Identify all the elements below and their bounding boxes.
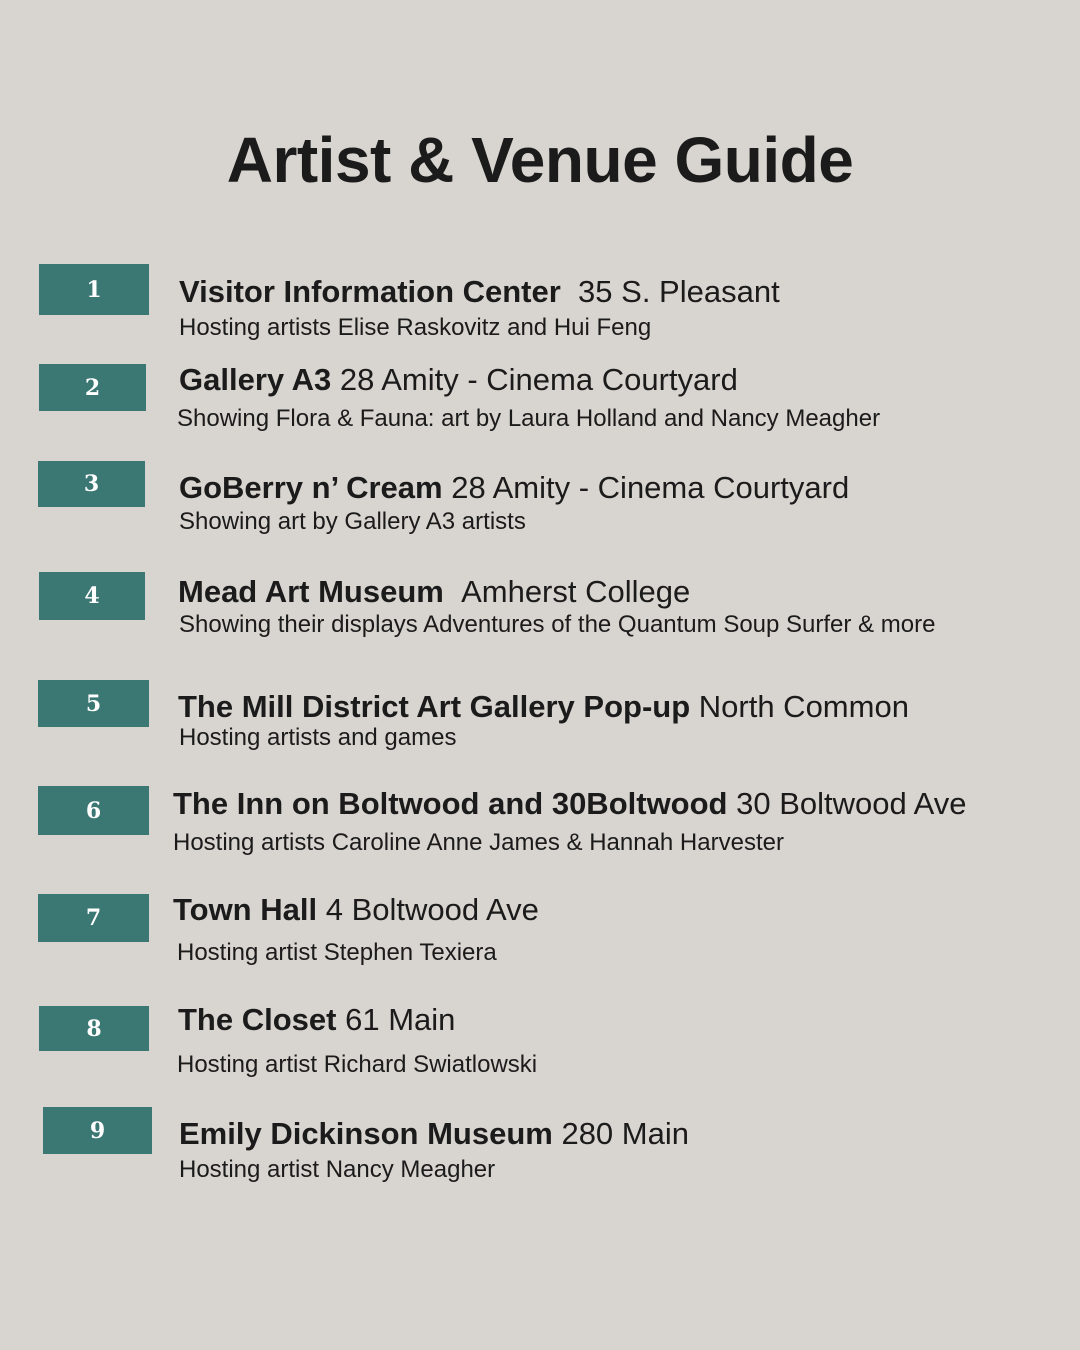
venue-number-badge: 6 [38,786,149,835]
venue-name: The Mill District Art Gallery Pop-up [178,689,691,724]
venue-heading [179,472,849,503]
page-title: Artist & Venue Guide [226,124,854,196]
venue-address: 4 Boltwood Ave [325,892,539,927]
venue-name: GoBerry n’ Cream [179,470,443,505]
venue-heading [178,1004,455,1035]
venue-number-badge: 5 [38,680,149,727]
venue-heading [179,276,780,307]
venue-address: 35 S. Pleasant [578,274,780,309]
venue-description: Hosting artists Elise Raskovitz and Hui Feng [179,314,652,341]
venue-number-badge: 7 [38,894,149,942]
venue-address: 28 Amity - Cinema Courtyard [451,470,850,505]
venue-number-badge: 2 [39,364,146,411]
venue-description: Hosting artist Nancy Meagher [179,1156,496,1183]
venue-heading [178,576,690,607]
venue-address: 61 Main [345,1002,456,1037]
venue-description: Hosting artists and games [179,724,457,751]
venue-number-badge: 9 [43,1107,152,1154]
venue-heading [173,894,539,925]
venue-number-badge: 8 [39,1006,149,1051]
venue-address: North Common [698,689,909,724]
venue-name: Town Hall [173,892,318,927]
venue-number-badge: 4 [39,572,145,620]
venue-description: Hosting artist Richard Swiatlowski [177,1051,538,1078]
venue-name: Gallery A3 [179,362,332,397]
venue-address: Amherst College [461,574,691,609]
venue-name: Mead Art Museum [178,574,444,609]
venue-description: Hosting artists Caroline Anne James & Hannah Harvester [173,829,784,856]
venue-name: Visitor Information Center [179,274,561,309]
venue-name: The Inn on Boltwood and 30Boltwood [173,786,728,821]
venue-number-badge: 1 [39,264,149,315]
venue-description: Showing art by Gallery A3 artists [179,508,526,535]
venue-address: 28 Amity - Cinema Courtyard [339,362,738,397]
venue-address: 280 Main [561,1116,689,1151]
venue-name: Emily Dickinson Museum [179,1116,553,1151]
venue-description: Showing their displays Adventures of the Quantum Soup Surfer & more [179,611,936,638]
venue-number-badge: 3 [38,461,145,507]
venue-heading [179,364,738,395]
venue-heading [178,691,909,722]
venue-name: The Closet [178,1002,337,1037]
venue-description: Hosting artist Stephen Texiera [177,939,497,966]
venue-description: Showing Flora & Fauna: art by Laura Holland and Nancy Meagher [177,405,881,432]
venue-heading [179,1118,689,1149]
venue-address: 30 Boltwood Ave [736,786,967,821]
venue-heading [173,788,967,819]
